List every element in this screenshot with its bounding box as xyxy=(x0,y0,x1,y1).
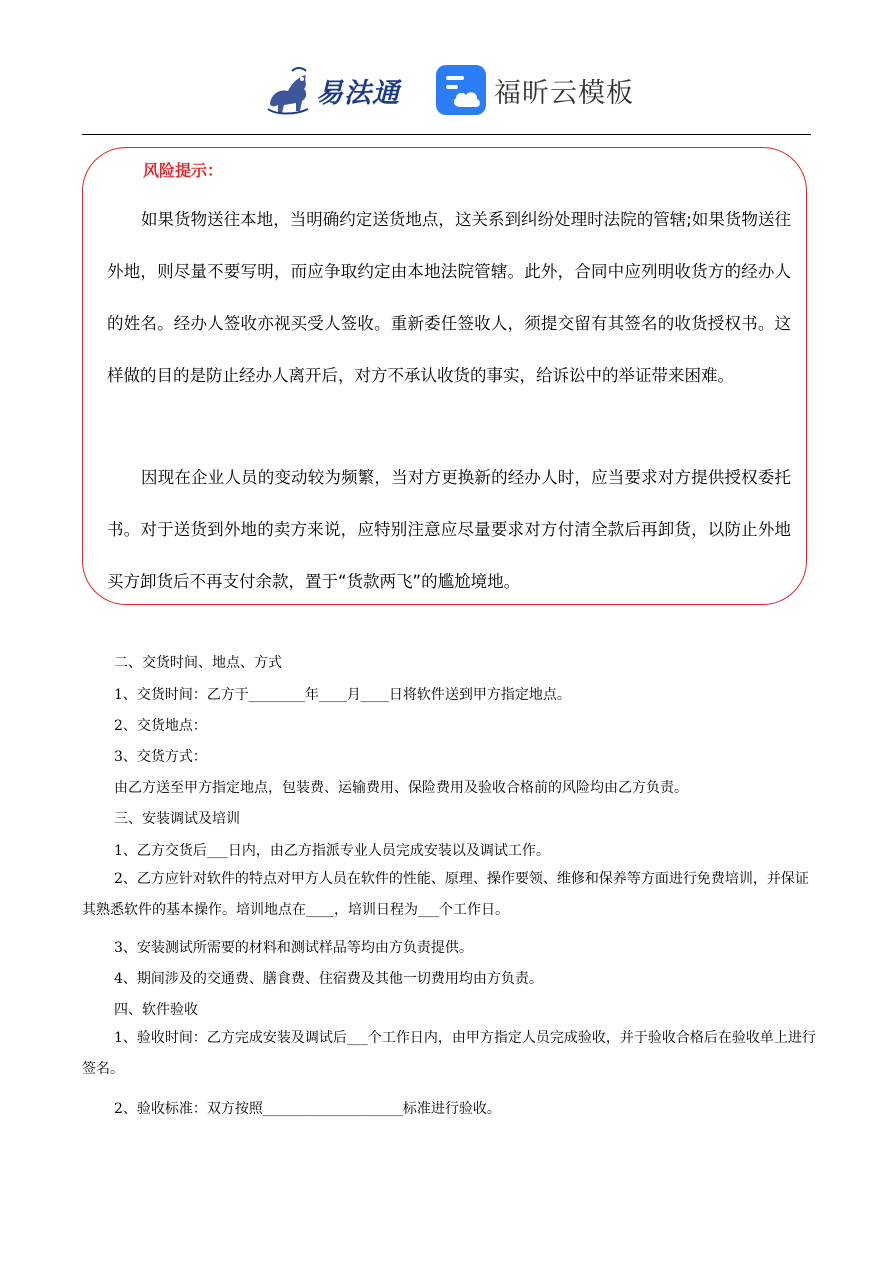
yifatong-logo xyxy=(262,62,400,118)
risk-paragraph-1: 如果货物送往本地，当明确约定送货地点，这关系到纠纷处理时法院的管辖;如果货物送往外地，则尽量不要写明，而应争取约定由本地法院管辖。此外，合同中应列明收货方的经办人的姓名。经办人签收亦视买受人签收。重新委任签收人，须提交留有其签名的收货授权书。这样做的目的是防止经办人离开后，对方不承认收货的事实，给诉讼中的举证带来困难。 xyxy=(107,210,791,385)
foxit-template-logo xyxy=(436,64,634,116)
clause-2-1: 1、交货时间：乙方于________年____月____日将软件送到甲方指定地点。 xyxy=(114,687,571,703)
logo2-text: 福昕云模板 xyxy=(494,77,634,109)
risk-paragraph-2: 因现在企业人员的变动较为频繁，当对方更换新的经办人时，应当要求对方提供授权委托书。对于送货到外地的卖方来说，应特别注意应尽量要求对方付清全款后再卸货，以防止外地买方卸货后不再支付余款，置于“货款两飞”的尴尬境地。 xyxy=(107,468,791,591)
clause-2-4: 由乙方送至甲方指定地点，包装费、运输费用、保险费用及验收合格前的风险均由乙方负责。 xyxy=(114,780,688,796)
clause-3-3: 3、安装测试所需要的材料和测试样品等均由方负责提供。 xyxy=(114,940,473,956)
qilin-icon xyxy=(262,63,314,117)
clause-2-3: 3、交货方式： xyxy=(114,749,207,765)
section-4-title: 四、软件验收 xyxy=(114,1002,198,1018)
header xyxy=(0,58,893,120)
logo1-text: 易法通 xyxy=(316,77,400,109)
header-divider xyxy=(82,134,811,135)
clause-3-2: 2、乙方应针对软件的特点对甲方人员在软件的性能、原理、操作要领、维修和保养等方面进行免费培训，并保证其熟悉软件的基本操作。培训地点在____，培训日程为___个工作日。 xyxy=(82,871,809,918)
section-3-title: 三、安装调试及培训 xyxy=(114,811,240,827)
clause-4-1: 1、验收时间：乙方完成安装及调试后___个工作日内，由甲方指定人员完成验收，并于验收合格后在验收单上进行签名。 xyxy=(82,1030,816,1077)
risk-title: 风险提示： xyxy=(143,161,224,180)
clause-2-2: 2、交货地点： xyxy=(114,718,207,734)
clause-3-1: 1、乙方交货后___日内，由乙方指派专业人员完成安装以及调试工作。 xyxy=(114,843,550,859)
risk-warning-box xyxy=(82,147,807,605)
clause-3-4: 4、期间涉及的交通费、膳食费、住宿费及其他一切费用均由方负责。 xyxy=(114,971,543,987)
cloud-document-icon xyxy=(436,65,486,115)
clause-4-2: 2、验收标准：双方按照____________________标准进行验收。 xyxy=(114,1101,501,1117)
section-2-title: 二、交货时间、地点、方式 xyxy=(114,655,282,671)
